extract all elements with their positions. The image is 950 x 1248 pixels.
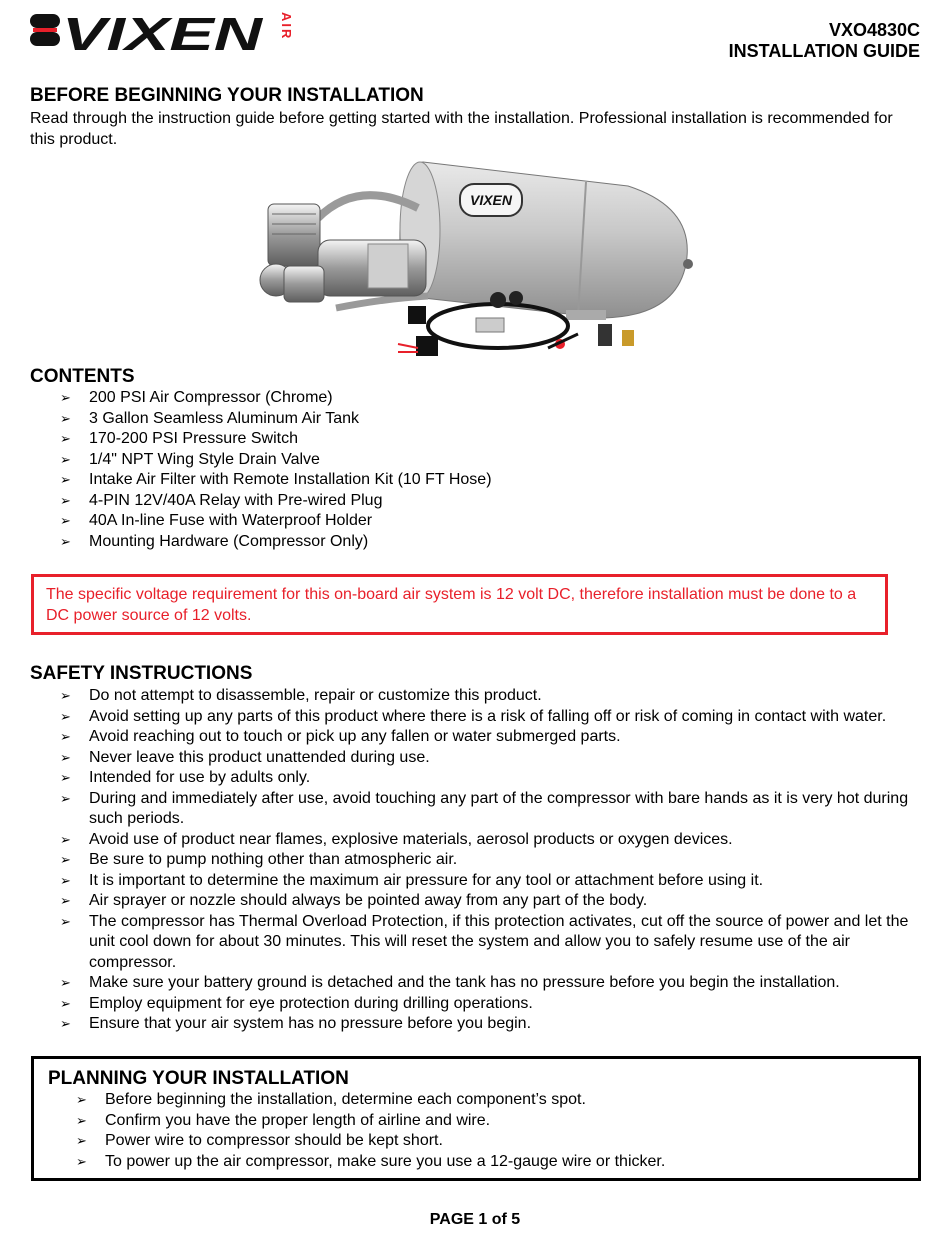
bullet-arrow-icon: ➢ — [60, 431, 71, 446]
bullet-arrow-icon: ➢ — [60, 729, 71, 744]
bullet-arrow-icon: ➢ — [60, 492, 71, 508]
list-item: ➢ It is important to determine the maximum air pressure for any tool or attachment before using it. — [60, 871, 925, 892]
bullet-arrow-icon: ➢ — [60, 513, 71, 528]
bullet-arrow-icon: ➢ — [60, 533, 71, 549]
list-item: ➢ Power wire to compressor should be kept short. — [76, 1131, 665, 1152]
list-item: ➢ Mounting Hardware (Compressor Only) — [60, 532, 492, 553]
list-item: ➢ 170-200 PSI Pressure Switch — [60, 429, 492, 450]
bullet-arrow-icon: ➢ — [76, 1133, 87, 1148]
list-item: ➢ Make sure your battery ground is detached and the tank has no pressure before you begin the installation. — [60, 973, 925, 994]
list-item: ➢ 3 Gallon Seamless Aluminum Air Tank — [60, 409, 492, 430]
bullet-arrow-icon: ➢ — [76, 1112, 87, 1128]
bullet-arrow-icon: ➢ — [60, 451, 71, 467]
list-item: ➢ Intake Air Filter with Remote Installation Kit (10 FT Hose) — [60, 470, 492, 491]
before-paragraph: Read through the instruction guide before getting started with the installation. Professional installation is recommended for this product. — [30, 110, 893, 148]
bullet-arrow-icon: ➢ — [60, 1016, 71, 1031]
safety-heading: SAFETY INSTRUCTIONS — [30, 663, 253, 684]
bullet-arrow-icon: ➢ — [76, 1092, 87, 1107]
bullet-arrow-icon: ➢ — [60, 913, 71, 929]
list-item: ➢ Avoid use of product near flames, explosive materials, aerosol products or oxygen devices. — [60, 830, 925, 851]
list-item: ➢ 4-PIN 12V/40A Relay with Pre-wired Plug — [60, 491, 492, 512]
voltage-notice-text: The specific voltage requirement for this on-board air system is 12 volt DC, therefore installation must be done to a DC power source of 12 volts. — [46, 586, 857, 624]
planning-list — [76, 1090, 665, 1172]
bullet-arrow-icon: ➢ — [60, 708, 71, 724]
list-item: ➢ 200 PSI Air Compressor (Chrome) — [60, 388, 492, 409]
before-heading: BEFORE BEGINNING YOUR INSTALLATION — [30, 85, 424, 106]
list-item: ➢ During and immediately after use, avoid touching any part of the compressor with bare hands as it is very hot during such periods. — [60, 789, 909, 827]
bullet-arrow-icon: ➢ — [60, 852, 71, 867]
contents-heading: CONTENTS — [30, 366, 135, 387]
bullet-arrow-icon: ➢ — [76, 1153, 87, 1169]
list-item: ➢ Intended for use by adults only. — [60, 768, 925, 789]
tank-badge: VIXEN — [469, 192, 513, 208]
bullet-arrow-icon: ➢ — [60, 410, 71, 426]
bullet-arrow-icon: ➢ — [60, 995, 71, 1011]
list-item: ➢ Avoid reaching out to touch or pick up any fallen or water submerged parts. — [60, 727, 925, 748]
bullet-arrow-icon: ➢ — [60, 770, 71, 785]
safety-list — [60, 686, 925, 1035]
document-title: INSTALLATION GUIDE — [728, 41, 920, 61]
bullet-arrow-icon: ➢ — [60, 975, 71, 990]
bullet-arrow-icon: ➢ — [60, 893, 71, 908]
bullet-arrow-icon: ➢ — [60, 472, 71, 487]
voltage-notice-box — [31, 574, 888, 635]
list-item: ➢ Never leave this product unattended during use. — [60, 748, 925, 769]
bullet-arrow-icon: ➢ — [60, 688, 71, 703]
bullet-arrow-icon: ➢ — [60, 872, 71, 888]
contents-list — [60, 388, 492, 552]
list-item: ➢ Air sprayer or nozzle should always be pointed away from any part of the body. — [60, 891, 925, 912]
logo-wordmark: VIXEN — [62, 8, 264, 60]
list-item: ➢ Confirm you have the proper length of airline and wire. — [76, 1111, 665, 1132]
list-item: ➢ The compressor has Thermal Overload Protection, if this protection activates, cut off the source of power and let the unit cool down for about 30 minutes. This will reset the system and allow you to safely resume use of the air compressor. — [60, 912, 909, 971]
model-number: VXO4830C — [828, 20, 920, 40]
list-item: ➢ Before beginning the installation, determine each component’s spot. — [76, 1090, 665, 1111]
product-photo — [248, 148, 696, 370]
air-tank — [400, 162, 693, 320]
logo-subword: AIR — [279, 12, 294, 41]
page-number: PAGE 1 of 5 — [429, 1211, 521, 1228]
list-item: ➢ Be sure to pump nothing other than atmospheric air. — [60, 850, 925, 871]
bullet-arrow-icon: ➢ — [60, 749, 71, 765]
bullet-arrow-icon: ➢ — [60, 831, 71, 847]
list-item: ➢ Do not attempt to disassemble, repair or customize this product. — [60, 686, 925, 707]
list-item: ➢ 40A In-line Fuse with Waterproof Holder — [60, 511, 492, 532]
list-item: ➢ To power up the air compressor, make sure you use a 12-gauge wire or thicker. — [76, 1152, 665, 1173]
vixen-air-logo — [30, 6, 292, 62]
document-header — [729, 20, 920, 62]
list-item: ➢ Avoid setting up any parts of this product where there is a risk of falling off or risk of coming in contact with water. — [60, 707, 925, 728]
list-item: ➢ 1/4" NPT Wing Style Drain Valve — [60, 450, 492, 471]
list-item: ➢ Employ equipment for eye protection during drilling operations. — [60, 994, 925, 1015]
bullet-arrow-icon: ➢ — [60, 390, 71, 405]
planning-heading: PLANNING YOUR INSTALLATION — [48, 1068, 349, 1089]
bullet-arrow-icon: ➢ — [60, 790, 71, 806]
list-item: ➢ Ensure that your air system has no pressure before you begin. — [60, 1014, 925, 1035]
